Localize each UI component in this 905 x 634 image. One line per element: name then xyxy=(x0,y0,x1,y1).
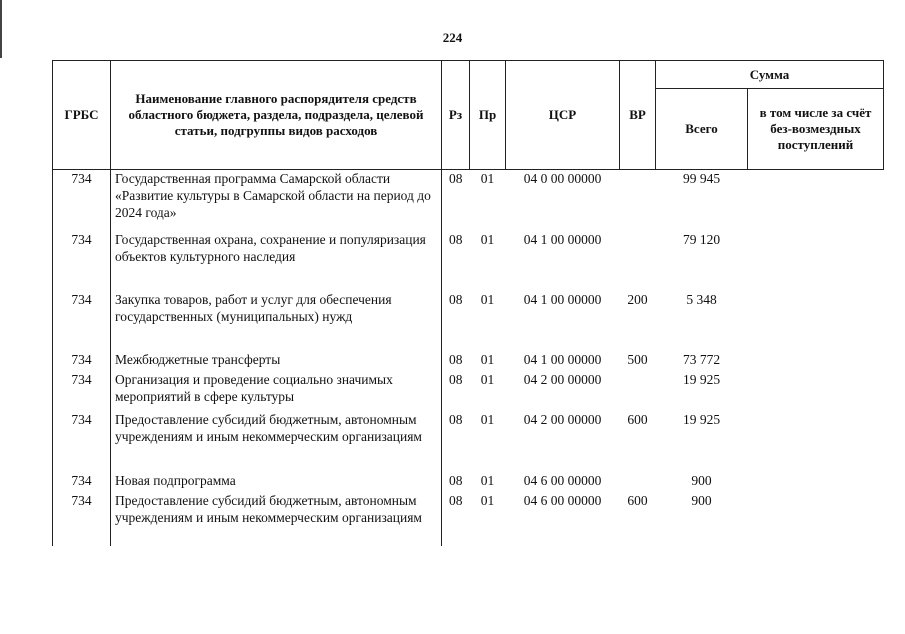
cell-incl xyxy=(748,472,884,492)
page-number: 224 xyxy=(442,30,463,45)
cell-grbs: 734 xyxy=(53,170,111,231)
table-row xyxy=(53,231,884,291)
cell-name: Государственная охрана, сохранение и популяризация объектов культурного наследия xyxy=(111,231,442,291)
cell-grbs: 734 xyxy=(53,472,111,492)
table-body xyxy=(53,170,884,546)
page-edge-line xyxy=(0,0,2,58)
cell-name: Организация и проведение социально значимых мероприятий в сфере культуры xyxy=(111,371,442,411)
cell-name: Предоставление субсидий бюджетным, автономным учреждениям и иным некоммерческим организациям xyxy=(111,492,442,546)
cell-incl xyxy=(748,231,884,291)
cell-grbs: 734 xyxy=(53,492,111,546)
cell-vr xyxy=(620,472,656,492)
cell-rz: 08 xyxy=(442,351,470,371)
cell-rz: 08 xyxy=(442,371,470,411)
cell-csr: 04 1 00 00000 xyxy=(523,291,602,307)
cell-rz: 08 xyxy=(442,492,470,546)
cell-vr: 600 xyxy=(627,411,648,427)
cell-rz: 08 xyxy=(442,291,470,351)
header-rz: Рз xyxy=(442,61,470,170)
cell-incl xyxy=(748,371,884,411)
cell-pr: 01 xyxy=(480,492,495,508)
cell-pr: 01 xyxy=(480,231,495,247)
cell-pr: 01 xyxy=(480,411,495,427)
cell-pr: 01 xyxy=(480,291,495,307)
cell-vr xyxy=(620,231,656,291)
cell-total: 900 xyxy=(691,472,712,488)
cell-vr: 600 xyxy=(627,492,648,508)
cell-grbs: 734 xyxy=(53,371,111,411)
cell-pr: 01 xyxy=(480,472,495,488)
header-vr: ВР xyxy=(620,61,656,170)
cell-vr xyxy=(620,371,656,411)
header-grbs: ГРБС xyxy=(53,61,111,170)
table-row xyxy=(53,371,884,411)
cell-total: 19 925 xyxy=(682,411,721,427)
cell-rz: 08 xyxy=(442,411,470,472)
cell-rz: 08 xyxy=(442,472,470,492)
header-total: Всего xyxy=(656,89,748,170)
cell-name: Межбюджетные трансферты xyxy=(111,351,442,371)
table-row xyxy=(53,411,884,472)
cell-incl xyxy=(748,411,884,472)
cell-csr: 04 6 00 00000 xyxy=(523,472,602,488)
budget-table xyxy=(52,60,884,546)
cell-total: 79 120 xyxy=(682,231,721,247)
cell-grbs: 734 xyxy=(53,231,111,291)
cell-total: 99 945 xyxy=(682,171,721,186)
cell-total: 73 772 xyxy=(682,351,721,367)
cell-name: Государственная программа Самарской области «Развитие культуры в Самарской области на период до 2024 года» xyxy=(111,170,442,231)
table-row xyxy=(53,351,884,371)
header-incl: в том числе за счёт без-возмездных поступлений xyxy=(748,89,884,170)
cell-csr: 04 1 00 00000 xyxy=(523,231,602,247)
cell-pr: 01 xyxy=(480,171,495,186)
cell-grbs: 734 xyxy=(53,291,111,351)
cell-rz: 08 xyxy=(442,170,470,231)
table-header xyxy=(53,61,884,170)
header-name: Наименование главного распорядителя средств областного бюджета, раздела, подраздела, целевой статьи, подгруппы видов расходов xyxy=(111,61,442,170)
table-row xyxy=(53,492,884,546)
cell-vr xyxy=(620,170,656,231)
cell-incl xyxy=(748,492,884,546)
table-row xyxy=(53,472,884,492)
cell-csr: 04 2 00 00000 xyxy=(523,371,602,387)
cell-csr: 04 6 00 00000 xyxy=(523,492,602,508)
cell-total: 5 348 xyxy=(686,291,717,307)
cell-rz: 08 xyxy=(442,231,470,291)
cell-csr: 04 1 00 00000 xyxy=(523,351,602,367)
cell-csr: 04 0 00 00000 xyxy=(523,171,602,186)
cell-incl xyxy=(748,170,884,231)
cell-name: Закупка товаров, работ и услуг для обеспечения государственных (муниципальных) нужд xyxy=(111,291,442,351)
cell-csr: 04 2 00 00000 xyxy=(523,411,602,427)
table-row xyxy=(53,170,884,231)
cell-name: Предоставление субсидий бюджетным, автономным учреждениям и иным некоммерческим организациям xyxy=(111,411,442,472)
cell-grbs: 734 xyxy=(53,411,111,472)
cell-pr: 01 xyxy=(480,351,495,367)
cell-incl xyxy=(748,351,884,371)
cell-vr: 200 xyxy=(627,291,648,307)
cell-grbs: 734 xyxy=(53,351,111,371)
cell-total: 900 xyxy=(691,492,712,508)
header-pr: Пр xyxy=(470,61,506,170)
cell-total: 19 925 xyxy=(682,371,721,387)
table-row xyxy=(53,291,884,351)
cell-name: Новая подпрограмма xyxy=(111,472,442,492)
cell-vr: 500 xyxy=(627,351,648,367)
header-sum: Сумма xyxy=(656,61,884,89)
header-csr: ЦСР xyxy=(506,61,620,170)
cell-incl xyxy=(748,291,884,351)
cell-pr: 01 xyxy=(480,371,495,387)
